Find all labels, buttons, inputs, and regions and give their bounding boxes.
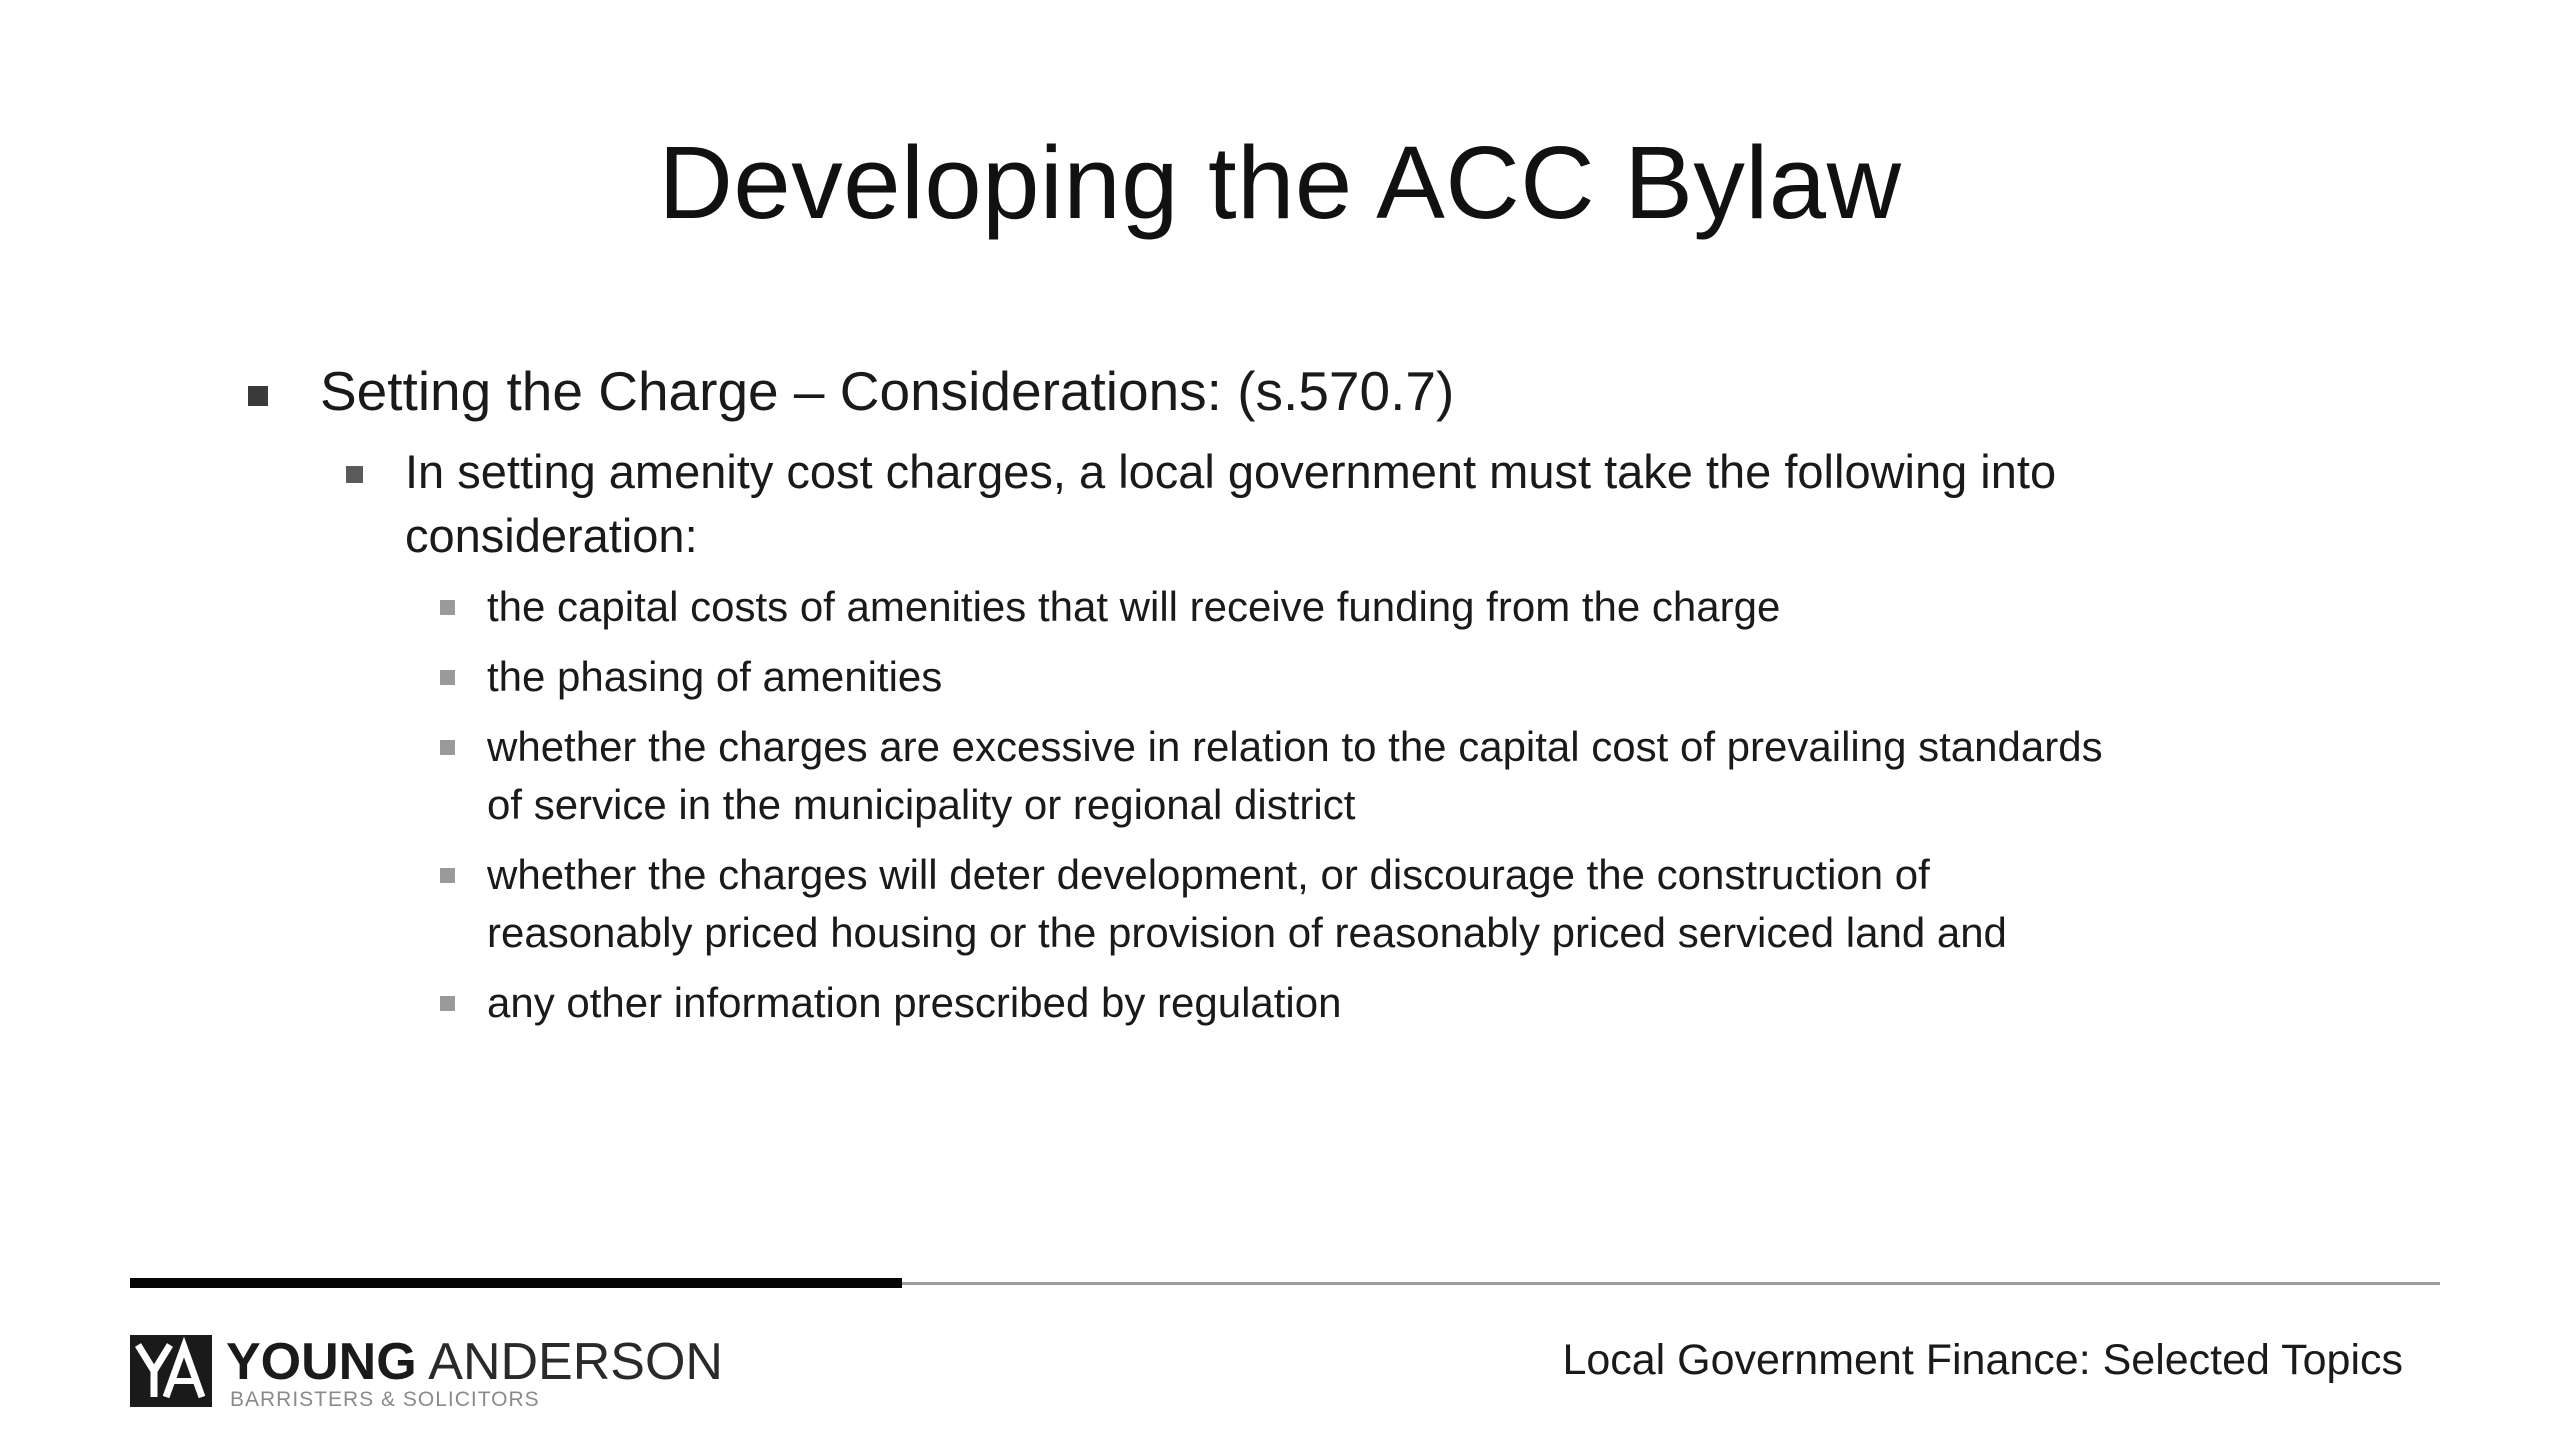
bullet-level3-item (440, 648, 2140, 706)
slide-title: Developing the ACC Bylaw (658, 125, 1902, 240)
bullet-level3-text: the phasing of amenities (487, 653, 943, 700)
logo-name (226, 1335, 723, 1389)
bullet-level1 (248, 356, 1454, 426)
logo-tagline: BARRISTERS & SOLICITORS (230, 1388, 540, 1411)
young-anderson-logo (130, 1335, 723, 1413)
bullet-level1-text: Setting the Charge – Considerations: (s.570.7) (320, 360, 1455, 422)
logo-name-bold: YOUNG (226, 1333, 417, 1391)
square-bullet-icon (248, 386, 268, 406)
bullet-level2-text: In setting amenity cost charges, a local government must take the following into consideration: (405, 445, 2057, 562)
bullet-level3-text: whether the charges will deter development, or discourage the construction of reasonably priced housing or the provision of reasonably priced serviced land and (487, 851, 2007, 956)
bullet-level3-item (440, 718, 2140, 834)
footer-caption: Local Government Finance: Selected Topics (1562, 1336, 2403, 1384)
square-bullet-icon (440, 868, 455, 883)
logo-name-light: ANDERSON (428, 1333, 723, 1391)
bullet-level3-item (440, 846, 2140, 962)
bullet-level3-text: the capital costs of amenities that will receive funding from the charge (487, 583, 1781, 630)
square-bullet-icon (346, 466, 363, 483)
bullet-level2 (346, 440, 2146, 568)
ya-monogram-icon (130, 1335, 212, 1407)
bullet-level3-item (440, 578, 2140, 636)
square-bullet-icon (440, 740, 455, 755)
bullet-level3-text: any other information prescribed by regulation (487, 979, 1342, 1026)
square-bullet-icon (440, 996, 455, 1011)
square-bullet-icon (440, 670, 455, 685)
bullet-level3-text: whether the charges are excessive in relation to the capital cost of prevailing standards of service in the municipality or regional district (487, 723, 2103, 828)
logo-wordmark (226, 1335, 723, 1413)
footer-divider-accent (130, 1278, 902, 1288)
square-bullet-icon (440, 600, 455, 615)
bullet-level3-item (440, 974, 2140, 1032)
